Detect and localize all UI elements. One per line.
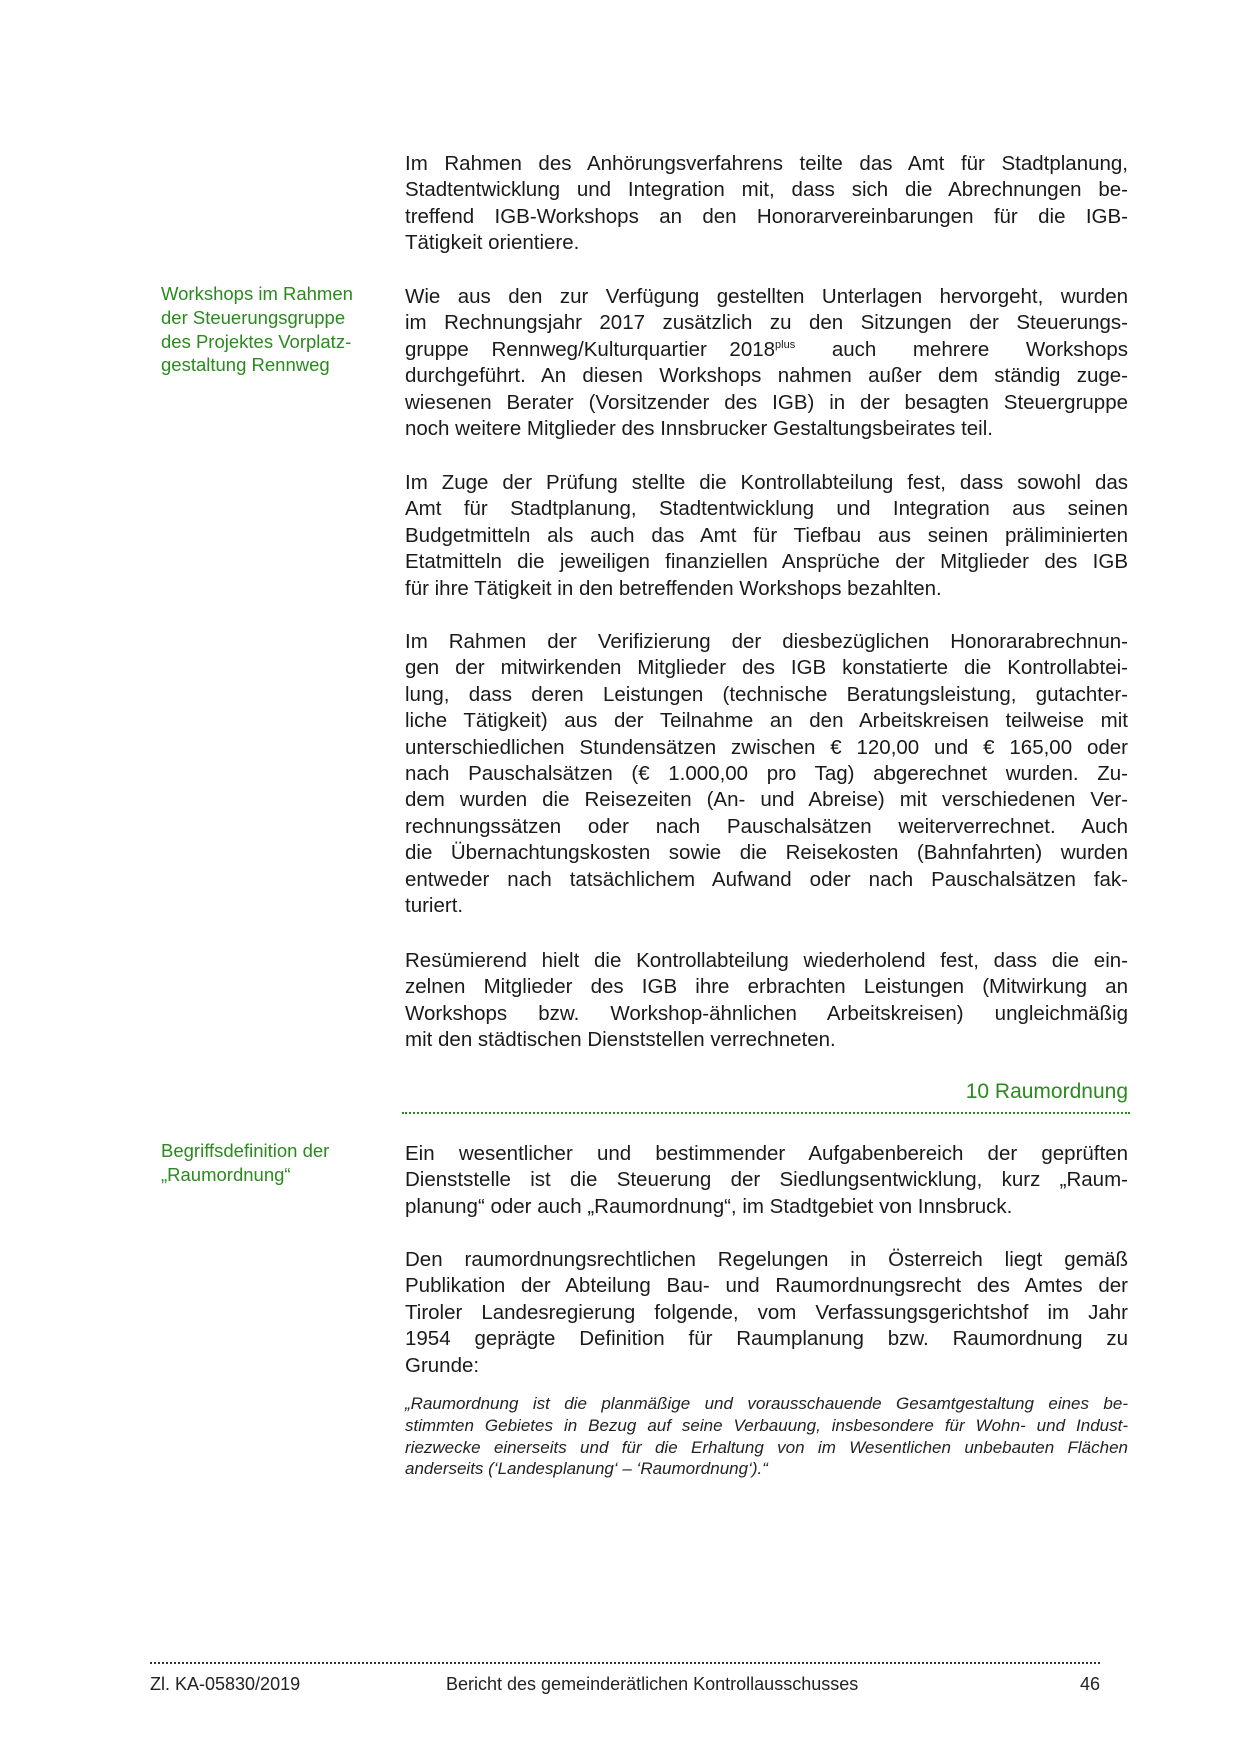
text-line: liche Tätigkeit) aus der Teilnahme an den Arbeitskreisen teilweise mit xyxy=(405,709,1128,733)
text-line: planung“ oder auch „Raumordnung“, im Stadtgebiet von Innsbruck. xyxy=(405,1194,1013,1218)
text-line: Dienststelle ist die Steuerung der Siedlungsentwicklung, kurz „Raum- xyxy=(405,1168,1128,1192)
footer-divider xyxy=(150,1662,1100,1664)
text-line xyxy=(405,337,1128,363)
text-segment: auch mehrere Workshops xyxy=(795,337,1128,361)
text-line: Im Rahmen des Anhörungsverfahrens teilte das Amt für Stadtplanung, xyxy=(405,152,1128,175)
text-line: die Übernachtungskosten sowie die Reisekosten (Bahnfahrten) wurden xyxy=(405,841,1128,865)
text-line: durchgeführt. An diesen Workshops nahmen außer dem ständig zuge- xyxy=(405,364,1128,388)
text-line: Tiroler Landesregierung folgende, vom Verfassungsgerichtshof im Jahr xyxy=(405,1300,1128,1324)
text-line: Den raumordnungsrechtlichen Regelungen in Österreich liegt gemäß xyxy=(405,1248,1128,1271)
note-line: des Projektes Vorplatz- xyxy=(161,330,352,352)
paragraph-5 xyxy=(405,948,1128,1054)
note-line: Begriffsdefinition der xyxy=(161,1140,330,1161)
text-line: unterschiedlichen Stundensätzen zwischen € 120,00 und € 165,00 oder xyxy=(405,735,1128,759)
text-line: turiert. xyxy=(405,894,464,918)
text-line: nach Pauschalsätzen (€ 1.000,00 pro Tag) abgerechnet wurden. Zu- xyxy=(405,762,1128,786)
quote-line: „Raumordnung ist die planmäßige und vorausschauende Gesamtgestaltung eines be- xyxy=(405,1394,1128,1413)
text-line: wiesenen Berater (Vorsitzender des IGB) in der besagten Steuergruppe xyxy=(405,390,1128,414)
page-number: 46 xyxy=(1079,1674,1100,1694)
text-line: Publikation der Abteilung Bau- und Raumordnungsrecht des Amtes der xyxy=(405,1274,1128,1298)
note-line: der Steuerungsgruppe xyxy=(161,306,346,328)
text-line: Im Zuge der Prüfung stellte die Kontrollabteilung fest, dass sowohl das xyxy=(405,471,1128,494)
note-line: Workshops im Rahmen xyxy=(161,283,353,304)
margin-note-definition xyxy=(161,1139,386,1187)
text-line: gen der mitwirkenden Mitglieder des IGB konstatierte die Kontrollabtei- xyxy=(405,656,1128,680)
text-line: Etatmitteln die jeweiligen finanziellen Ansprüche der Mitglieder des IGB xyxy=(405,550,1128,574)
text-line: Ein wesentlicher und bestimmender Aufgabenbereich der geprüften xyxy=(405,1142,1128,1165)
text-line: Amt für Stadtplanung, Stadtentwicklung und Integration aus seinen xyxy=(405,497,1128,521)
paragraph-1 xyxy=(405,151,1128,257)
paragraph-2 xyxy=(405,284,1128,442)
text-line: noch weitere Mitglieder des Innsbrucker Gestaltungsbeirates teil. xyxy=(405,417,993,441)
superscript: plus xyxy=(775,338,796,351)
text-line: Resümierend hielt die Kontrollabteilung wiederholend fest, dass die ein- xyxy=(405,949,1128,972)
text-line: Tätigkeit orientiere. xyxy=(405,231,580,255)
text-line: Budgetmitteln als auch das Amt für Tiefbau aus seinen präliminierten xyxy=(405,523,1128,547)
section-heading: 10 Raumordnung xyxy=(965,1080,1128,1103)
note-line: „Raumordnung“ xyxy=(161,1163,291,1185)
note-line: gestaltung Rennweg xyxy=(161,354,330,376)
text-line: zelnen Mitglieder des IGB ihre erbrachten Leistungen (Mitwirkung an xyxy=(405,975,1128,999)
text-line: treffend IGB-Workshops an den Honorarvereinbarungen für die IGB- xyxy=(405,204,1128,228)
text-line: lung, dass deren Leistungen (technische Beratungsleistung, gutachter- xyxy=(405,682,1128,706)
margin-note-workshops xyxy=(161,282,386,377)
quote-line: riezwecke einerseits und für die Erhaltung von im Wesentlichen unbebauten Flächen xyxy=(405,1437,1128,1457)
text-line: 1954 geprägte Definition für Raumplanung bzw. Raumordnung zu xyxy=(405,1327,1128,1351)
paragraph-6 xyxy=(405,1141,1128,1220)
text-line: mit den städtischen Dienststellen verrechneten. xyxy=(405,1028,836,1052)
quote-line: anderseits (‘Landesplanung‘ – ‘Raumordnung‘).“ xyxy=(405,1459,768,1479)
definition-quote xyxy=(405,1393,1128,1480)
footer-reference: Zl. KA-05830/2019 xyxy=(150,1674,301,1694)
text-segment: gruppe Rennweg/Kulturquartier 2018 xyxy=(405,337,776,361)
text-line: entweder nach tatsächlichem Aufwand oder nach Pauschalsätzen fak- xyxy=(405,867,1128,891)
paragraph-7 xyxy=(405,1247,1128,1379)
text-line: Im Rahmen der Verifizierung der diesbezüglichen Honorarabrechnun- xyxy=(405,630,1128,653)
heading-divider xyxy=(402,1112,1130,1114)
text-line: Wie aus den zur Verfügung gestellten Unterlagen hervorgeht, wurden xyxy=(405,285,1128,308)
text-line: rechnungssätzen oder nach Pauschalsätzen weiterverrechnet. Auch xyxy=(405,814,1128,838)
text-line: Workshops bzw. Workshop-ähnlichen Arbeitskreisen) ungleichmäßig xyxy=(405,1001,1128,1025)
text-line: Grunde: xyxy=(405,1353,480,1377)
text-line: für ihre Tätigkeit in den betreffenden Workshops bezahlten. xyxy=(405,576,942,600)
text-line: Stadtentwicklung und Integration mit, dass sich die Abrechnungen be- xyxy=(405,178,1128,202)
paragraph-4 xyxy=(405,629,1128,919)
text-line: dem wurden die Reisezeiten (An- und Abreise) mit verschiedenen Ver- xyxy=(405,788,1128,812)
quote-line: stimmten Gebietes in Bezug auf seine Verbauung, insbesondere für Wohn- und Indust- xyxy=(405,1415,1128,1435)
footer-title: Bericht des gemeinderätlichen Kontrollausschusses xyxy=(446,1674,859,1694)
paragraph-3 xyxy=(405,470,1128,602)
text-line: im Rechnungsjahr 2017 zusätzlich zu den Sitzungen der Steuerungs- xyxy=(405,311,1128,335)
